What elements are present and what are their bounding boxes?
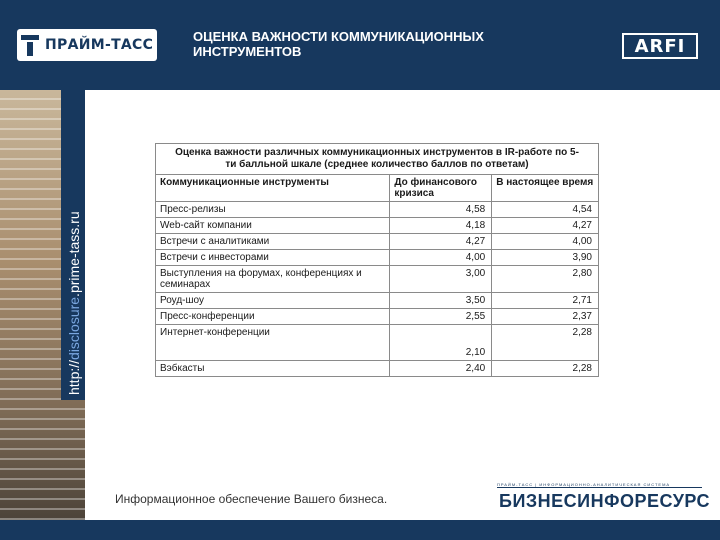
url-prefix: http:// [66, 359, 82, 395]
tool-cell: Встречи с инвесторами [156, 250, 390, 266]
before-cell: 2,55 [390, 309, 492, 325]
tool-cell: Вэбкасты [156, 361, 390, 377]
sidebar-url-link[interactable] [64, 155, 84, 395]
now-cell: 4,54 [492, 202, 599, 218]
prime-tass-logo-text: ПРАЙМ-ТАСС [45, 37, 154, 53]
now-cell: 2,37 [492, 309, 599, 325]
column-header-now: В настоящее время [492, 175, 599, 202]
arfi-logo[interactable]: ARFI [622, 33, 698, 59]
biznes-info-resurs-logo[interactable] [497, 482, 710, 512]
table-row [156, 250, 599, 266]
before-cell: 3,50 [390, 293, 492, 309]
communication-tools-table [155, 143, 599, 377]
table-row [156, 234, 599, 250]
table-caption-row [156, 144, 599, 175]
tool-cell: Встречи с аналитиками [156, 234, 390, 250]
table-row [156, 309, 599, 325]
before-cell: 4,18 [390, 218, 492, 234]
before-cell: 3,00 [390, 266, 492, 293]
slide-title: ОЦЕНКА ВАЖНОСТИ КОММУНИКАЦИОННЫХ ИНСТРУМЕНТОВ [193, 29, 484, 59]
table-header-row [156, 175, 599, 202]
table-row [156, 218, 599, 234]
tool-cell: Интернет-конференции [156, 325, 390, 361]
now-cell: 4,00 [492, 234, 599, 250]
url-accent: disclosure [66, 296, 82, 360]
table-row [156, 293, 599, 309]
now-cell: 2,28 [492, 325, 599, 361]
before-cell: 2,10 [390, 325, 492, 361]
now-cell: 2,71 [492, 293, 599, 309]
before-cell: 4,58 [390, 202, 492, 218]
column-header-before: До финансового кризиса [390, 175, 492, 202]
column-header-tools: Коммуникационные инструменты [156, 175, 390, 202]
header-bar [0, 0, 720, 90]
before-cell: 2,40 [390, 361, 492, 377]
tool-cell: Роуд-шоу [156, 293, 390, 309]
now-cell: 2,28 [492, 361, 599, 377]
url-suffix: .prime-tass.ru [66, 211, 82, 297]
footer-bar [0, 520, 720, 540]
sidebar-decoration [0, 90, 85, 520]
now-cell: 2,80 [492, 266, 599, 293]
table-row [156, 325, 599, 361]
tool-cell: Пресс-релизы [156, 202, 390, 218]
tool-cell: Web-сайт компании [156, 218, 390, 234]
prime-tass-logo[interactable] [17, 29, 157, 61]
table-row [156, 202, 599, 218]
table-caption: Оценка важности различных коммуникационных инструментов в IR-работе по 5-ти балльной шкале (среднее количество баллов по ответам) [156, 144, 599, 175]
before-cell: 4,27 [390, 234, 492, 250]
tool-cell: Выступления на форумах, конференциях и семинарах [156, 266, 390, 293]
now-cell: 4,27 [492, 218, 599, 234]
table-row [156, 361, 599, 377]
table-row [156, 266, 599, 293]
logo-wordmark: БИЗНЕСИНФОРЕСУРС [499, 491, 710, 511]
now-cell: 3,90 [492, 250, 599, 266]
footer-slogan: Информационное обеспечение Вашего бизнеса. [115, 492, 388, 506]
prime-tass-mark-icon [21, 33, 39, 57]
tool-cell: Пресс-конференции [156, 309, 390, 325]
before-cell: 4,00 [390, 250, 492, 266]
logo-subtitle: ПРАЙМ-ТАСС | ИНФОРМАЦИОННО-АНАЛИТИЧЕСКАЯ СИСТЕМА [497, 482, 702, 488]
